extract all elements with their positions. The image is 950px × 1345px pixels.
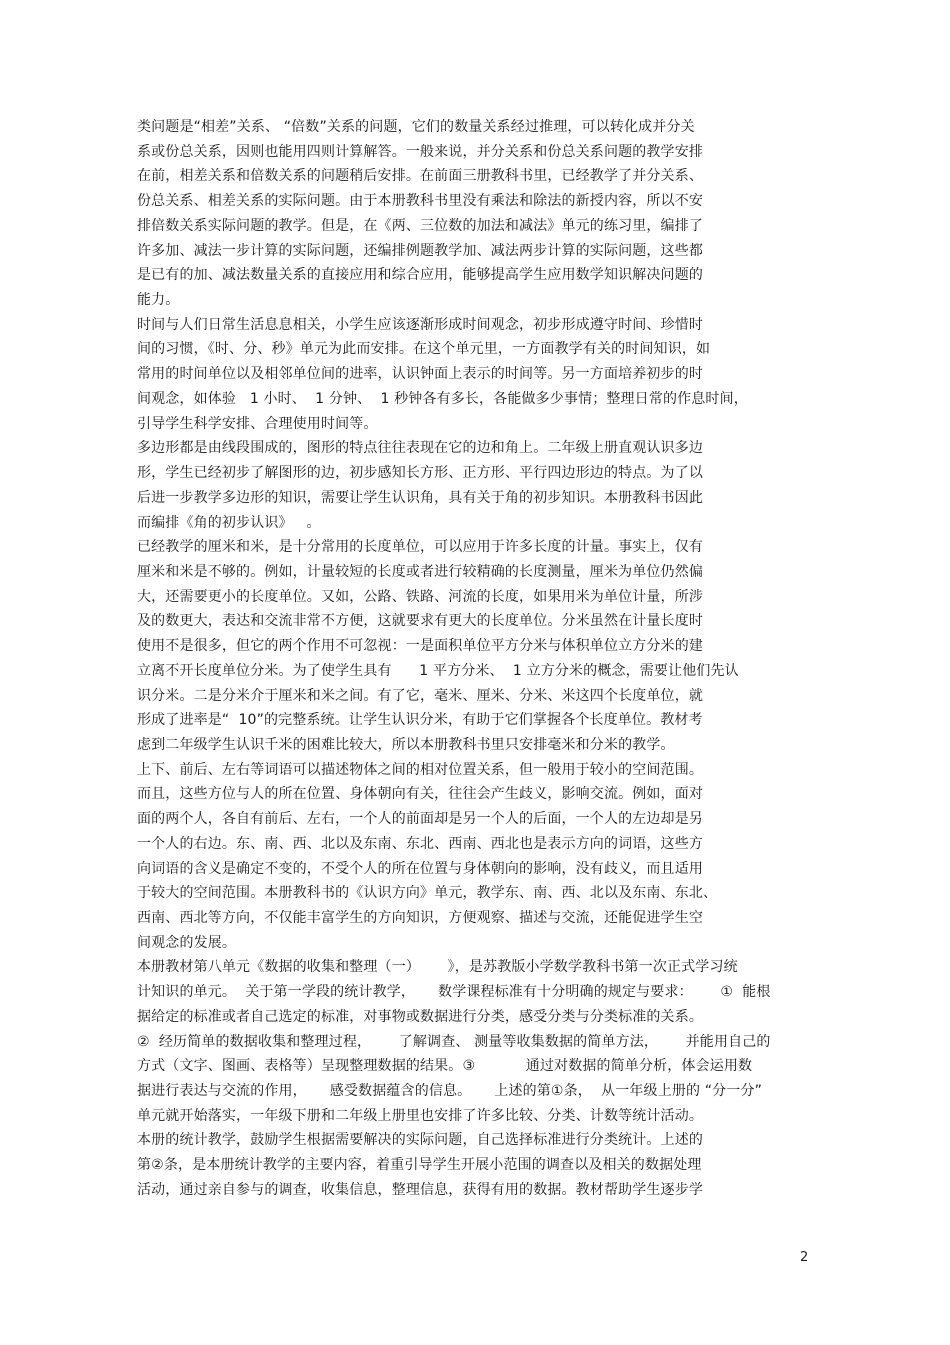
text-line: 向词语的含义是确定不变的，不受个人的所在位置与身体朝向的影响，没有歧义，而且适用 <box>137 860 703 877</box>
text-line: 厘米和米是不够的。例如，计量较短的长度或者进行较精确的长度测量，厘米为单位仍然偏 <box>137 563 703 580</box>
text-line: 活动，通过亲自参与的调查，收集信息，整理信息，获得有用的数据。教材帮助学生逐步学 <box>137 1181 703 1198</box>
text-line: 间观念，如体验 1 小时、 1 分钟、 1 秒钟各有多长，各能做多少事情；整理日常的作息时间， <box>137 390 748 407</box>
text-line: 形成了进率是“ 10”的完整系统。让学生认识分米，有助于它们掌握各个长度单位。教材考 <box>137 712 703 729</box>
text-line: 据给定的标准或者自己选定的标准，对事物或数据进行分类，感受分类与分类标准的关系。 <box>137 1008 703 1025</box>
text-line: 能力。 <box>137 292 180 309</box>
text-line: 是已有的加、减法数量关系的直接应用和综合应用，能够提高学生应用数学知识解决问题的 <box>137 267 703 284</box>
text-line: 计知识的单元。 关于第一学段的统计教学， 数学课程标准有十分明确的规定与要求： ① 能根 <box>137 984 771 1001</box>
text-line: 西南、西北等方向，不仅能丰富学生的方向知识，方便观察、描述与交流，还能促进学生空 <box>137 910 703 926</box>
text-line: 虑到二年级学生认识千米的困难比较大，所以本册教科书里只安排毫米和分米的教学。 <box>137 736 675 753</box>
text-line: 而且，这些方位与人的所在位置、身体朝向有关，往往会产生歧义，影响交流。例如，面对 <box>137 786 703 803</box>
text-line: 上下、前后、左右等词语可以描述物体之间的相对位置关系，但一般用于较小的空间范围。 <box>137 761 703 778</box>
text-line: 第②条，是本册统计教学的主要内容，着重引导学生开展小范围的调查以及相关的数据处理 <box>137 1157 702 1174</box>
text-line: 单元就开始落实，一年级下册和二年级上册里也安排了许多比较、分类、计数等统计活动。 <box>137 1107 703 1124</box>
text-line: 间观念的发展。 <box>137 934 237 951</box>
text-line: 于较大的空间范围。本册教科书的《认识方向》单元，教学东、南、西、北以及东南、东北、 <box>137 885 718 902</box>
text-line: 系或份总关系，因则也能用四则计算解答。一般来说，并分关系和份总关系问题的教学安排 <box>137 143 703 160</box>
text-line: 时间与人们日常生活息息相关，小学生应该逐渐形成时间观念，初步形成遵守时间、珍惜时 <box>137 316 703 333</box>
text-line: 立离不开长度单位分米。为了使学生具有 1 平方分米、 1 立方分米的概念，需要让他们先认 <box>137 662 739 679</box>
text-line: 使用不是很多，但它的两个作用不可忽视：一是面积单位平方分米与体积单位立方分米的建 <box>137 638 703 655</box>
text-line: 形，学生已经初步了解图形的边，初步感知长方形、正方形、平行四边形边的特点。为了以 <box>137 465 703 482</box>
text-line: 间的习惯，《时、分、秒》单元为此而安排。在这个单元里，一方面教学有关的时间知识，如 <box>137 341 711 358</box>
text-line: 已经教学的厘米和米，是十分常用的长度单位，可以应用于许多长度的计量。事实上，仅有 <box>137 539 703 556</box>
text-line: 排倍数关系实际问题的教学。但是，在《两、三位数的加法和减法》单元的练习里，编排了 <box>137 217 703 234</box>
text-line: 大，还需要更小的长度单位。又如，公路、铁路、河流的长度，如果用米为单位计量，所涉 <box>137 588 703 605</box>
text-line: 一个人的右边。东、南、西、北以及东南、东北、西南、西北也是表示方向的词语，这些方 <box>137 835 703 852</box>
text-line: 份总关系、相差关系的实际问题。由于本册教科书里没有乘法和除法的新授内容，所以不安 <box>137 193 703 210</box>
text-line: 识分米。二是分米介于厘米和米之间。有了它，毫米、厘米、分米、米这四个长度单位，就 <box>137 687 703 704</box>
text-line: 本册的统计教学，鼓励学生根据需要解决的实际问题，自己选择标准进行分类统计。上述的 <box>137 1132 703 1149</box>
text-line: 许多加、减法一步计算的实际问题，还编排例题教学加、减法两步计算的实际问题，这些都 <box>137 242 703 259</box>
page-number: 2 <box>800 1250 809 1265</box>
text-line: 在前，相差关系和倍数关系的问题稍后安排。在前面三册教科书里，已经教学了并分关系、 <box>137 168 703 185</box>
text-line: 引导学生科学安排、合理使用时间等。 <box>137 415 378 432</box>
text-line: 常用的时间单位以及相邻单位间的进率，认识钟面上表示的时间等。另一方面培养初步的时 <box>137 366 703 383</box>
text-line: ② 经历简单的数据收集和整理过程， 了解调查、 测量等收集数据的简单方法， 并能用自己的 <box>137 1033 771 1050</box>
text-line: 面的两个人，各自有前后、左右，一个人的前面却是另一个人的后面，一个人的左边却是另 <box>137 811 703 828</box>
body-text <box>137 115 817 1203</box>
text-line: 方式（文字、图画、表格等）呈现整理数据的结果。③ 通过对数据的简单分析，体会运用数 <box>137 1058 753 1075</box>
text-line: 类问题是“相差”关系、 “倍数”关系的问题，它们的数量关系经过推理，可以转化成并分关 <box>137 119 695 135</box>
text-line: 而编排《角的初步认识》 。 <box>137 514 321 531</box>
text-line: 据进行表达与交流的作用， 感受数据蕴含的信息。 上述的第①条， 从一年级上册的 “分一分” <box>137 1083 763 1100</box>
text-line: 本册教材第八单元《数据的收集和整理（一） 》，是苏教版小学数学教科书第一次正式学习统 <box>137 959 738 976</box>
text-line: 及的数更大，表达和交流非常不方便，这就要求有更大的长度单位。分米虽然在计量长度时 <box>137 613 703 630</box>
text-line: 后进一步教学多边形的知识，需要让学生认识角，具有关于角的初步知识。本册教科书因此 <box>137 489 703 506</box>
text-line: 多边形都是由线段围成的，图形的特点往往表现在它的边和角上。二年级上册直观认识多边 <box>137 440 703 457</box>
